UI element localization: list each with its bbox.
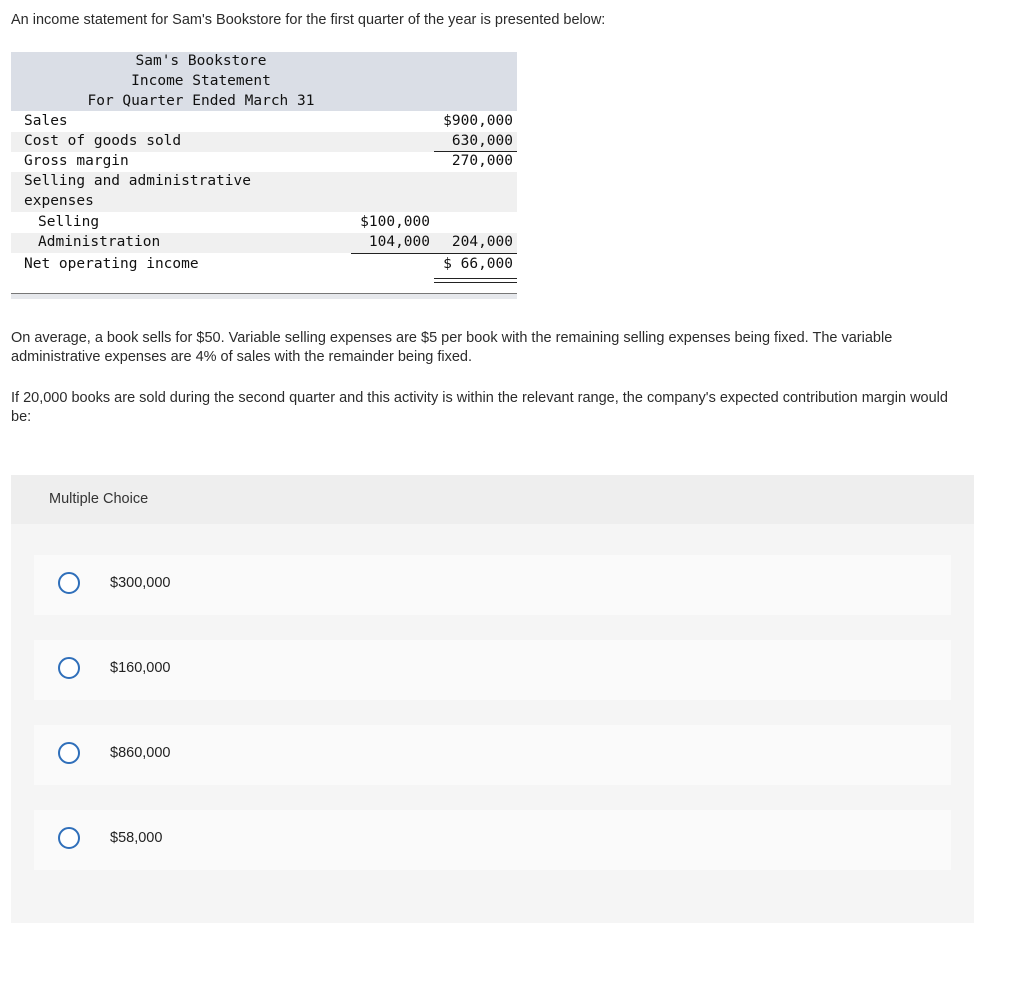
multiple-choice-panel — [11, 475, 974, 923]
radio-button-icon[interactable] — [58, 657, 80, 679]
selling-value: $100,000 — [360, 214, 430, 230]
gross-margin-value: 270,000 — [451, 153, 513, 169]
statement-period: For Quarter Ended March 31 — [87, 93, 315, 109]
choice-option-3[interactable] — [34, 725, 951, 785]
admin-value: 104,000 — [368, 234, 430, 250]
admin-label: Administration — [38, 234, 161, 250]
gross-margin-label: Gross margin — [24, 153, 129, 169]
statement-title: Income Statement — [131, 73, 271, 89]
choice-label-4: $58,000 — [110, 830, 163, 846]
radio-button-icon[interactable] — [58, 827, 80, 849]
choice-option-1[interactable] — [34, 555, 951, 615]
selling-label: Selling — [38, 214, 100, 230]
statement-header — [11, 52, 517, 111]
multiple-choice-title: Multiple Choice — [49, 491, 149, 507]
radio-button-icon[interactable] — [58, 572, 80, 594]
choice-label-3: $860,000 — [110, 745, 171, 761]
question-paragraph-1: On average, a book sells for $50. Variable selling expenses are $5 per book with the remaining selling expenses being fixed. The variable administrative expenses are 4% of sales with the remainder being fixed. — [11, 330, 893, 365]
multiple-choice-header — [11, 475, 974, 524]
cogs-value: 630,000 — [451, 133, 513, 149]
choice-label-2: $160,000 — [110, 660, 171, 676]
sga-label-line2: expenses — [24, 193, 94, 209]
question-intro: An income statement for Sam's Bookstore for the first quarter of the year is presented below: — [11, 12, 606, 28]
net-income-label: Net operating income — [24, 256, 199, 272]
choice-option-2[interactable] — [34, 640, 951, 700]
income-statement-table — [11, 52, 517, 292]
cogs-label: Cost of goods sold — [24, 133, 182, 149]
company-name: Sam's Bookstore — [135, 53, 267, 69]
sga-label-line1: Selling and administrative — [24, 173, 251, 189]
choice-label-1: $300,000 — [110, 575, 171, 591]
sga-total-value: 204,000 — [451, 234, 513, 250]
statement-bottom-rule — [11, 293, 517, 299]
sales-value: $900,000 — [443, 113, 513, 129]
net-income-value: $ 66,000 — [443, 256, 513, 272]
sales-label: Sales — [24, 113, 68, 129]
radio-button-icon[interactable] — [58, 742, 80, 764]
choice-option-4[interactable] — [34, 810, 951, 870]
question-paragraph-2: If 20,000 books are sold during the second quarter and this activity is within the relevant range, the company's expected contribution margin would be: — [11, 390, 948, 425]
